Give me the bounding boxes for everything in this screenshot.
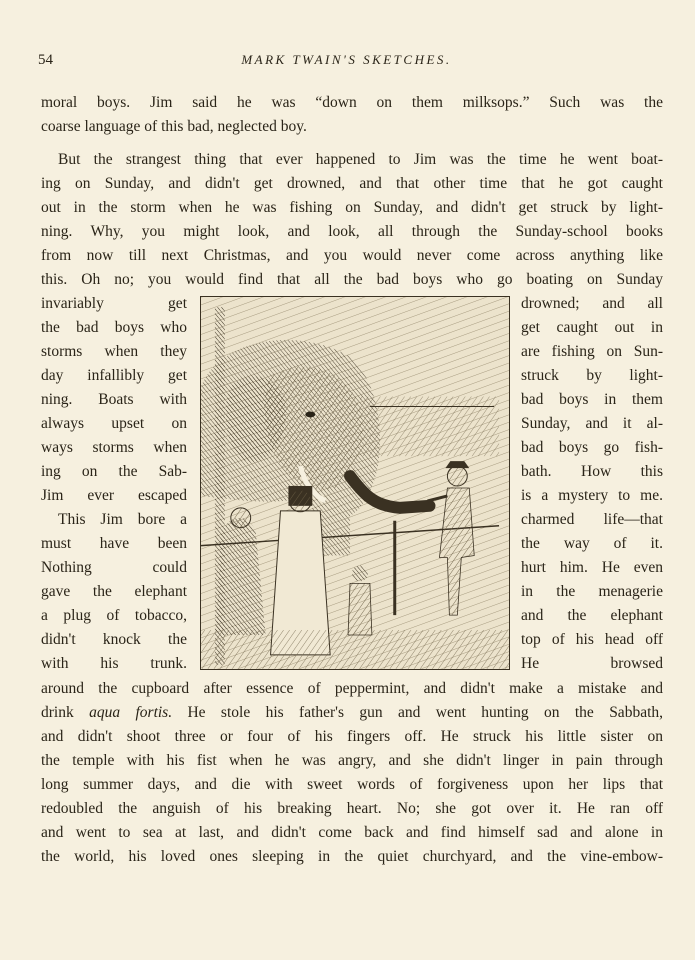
left-column-line: ing on the Sab- (41, 463, 187, 480)
left-column-line: invariably get (41, 295, 187, 312)
text-line: coarse language of this bad, neglected boy. (41, 118, 307, 135)
right-column-line: the way of it. (521, 535, 663, 552)
right-column-line: charmed life—that (521, 511, 663, 528)
text-line: But the strangest thing that ever happened to Jim was the time he went boat- (58, 151, 663, 168)
running-title: MARK TWAIN'S SKETCHES. (241, 52, 452, 67)
left-column-line: ways storms when (41, 439, 187, 456)
text-line: ing on Sunday, and didn't get drowned, and that other time that he got caught (41, 175, 663, 192)
right-column-line: are fishing on Sun- (521, 343, 663, 360)
right-column-line: He browsed (521, 655, 663, 672)
text-line: long summer days, and die with sweet words of forgiveness upon her lips that (41, 776, 663, 793)
right-column-line: and the elephant (521, 607, 663, 624)
italic-phrase: aqua fortis. (89, 704, 173, 721)
right-column-line: top of his head off (521, 631, 663, 648)
page-number: 54 (38, 52, 53, 68)
left-column-line: must have been (41, 535, 187, 552)
right-column-line: drowned; and all (521, 295, 663, 312)
text-segment: drink (41, 704, 90, 721)
text-line: this. Oh no; you would find that all the bad boys who go boating on Sunday (41, 271, 663, 288)
right-column-line: bath. How this (521, 463, 663, 480)
left-column-line: with his trunk. (41, 655, 187, 672)
left-column-line: Nothing could (41, 559, 187, 576)
left-column-line: storms when they (41, 343, 187, 360)
text-line: ning. Why, you might look, and look, all through the Sunday-school books (41, 223, 663, 240)
right-column-line: struck by light- (521, 367, 663, 384)
left-column-line: the bad boys who (41, 319, 187, 336)
right-column-line: get caught out in (521, 319, 663, 336)
text-line: from now till next Christmas, and you would never come across anything like (41, 247, 663, 264)
text-line: out in the storm when he was fishing on Sunday, and didn't get struck by light- (41, 199, 663, 216)
text-line: and didn't shoot three or four of his fingers off. He struck his little sister on (41, 728, 663, 745)
left-column-line: a plug of tobacco, (41, 607, 187, 624)
right-column-line: hurt him. He even (521, 559, 663, 576)
text-line: moral boys. Jim said he was “down on them milksops.” Such was the (41, 94, 663, 111)
left-column-line: didn't knock the (41, 631, 187, 648)
left-column-line: ning. Boats with (41, 391, 187, 408)
elephant-illustration (200, 296, 510, 670)
right-column-line: bad boys in them (521, 391, 663, 408)
right-column-line: is a mystery to me. (521, 487, 663, 504)
left-column-line: gave the elephant (41, 583, 187, 600)
text-line: the world, his loved ones sleeping in the quiet churchyard, and the vine-embow- (41, 848, 663, 865)
text-line (41, 701, 663, 725)
page-header (38, 52, 655, 72)
elephant-engraving-icon (201, 297, 509, 669)
text-line: redoubled the anguish of his breaking heart. No; she got over it. He ran off (41, 800, 663, 817)
left-column-line: Jim ever escaped (41, 487, 187, 504)
text-segment: He stole his father's gun and went hunting on the Sabbath, (172, 704, 664, 721)
text-line: around the cupboard after essence of peppermint, and didn't make a mistake and (41, 680, 663, 697)
left-column-line: day infallibly get (41, 367, 187, 384)
right-column-line: in the menagerie (521, 583, 663, 600)
text-line: the temple with his fist when he was angry, and she didn't linger in pain through (41, 752, 663, 769)
text-line: and went to sea at last, and didn't come back and find himself sad and alone in (41, 824, 663, 841)
right-column-line: bad boys go fish- (521, 439, 663, 456)
left-column-line: This Jim bore a (58, 511, 187, 528)
left-column-line: always upset on (41, 415, 187, 432)
right-column-line: Sunday, and it al- (521, 415, 663, 432)
